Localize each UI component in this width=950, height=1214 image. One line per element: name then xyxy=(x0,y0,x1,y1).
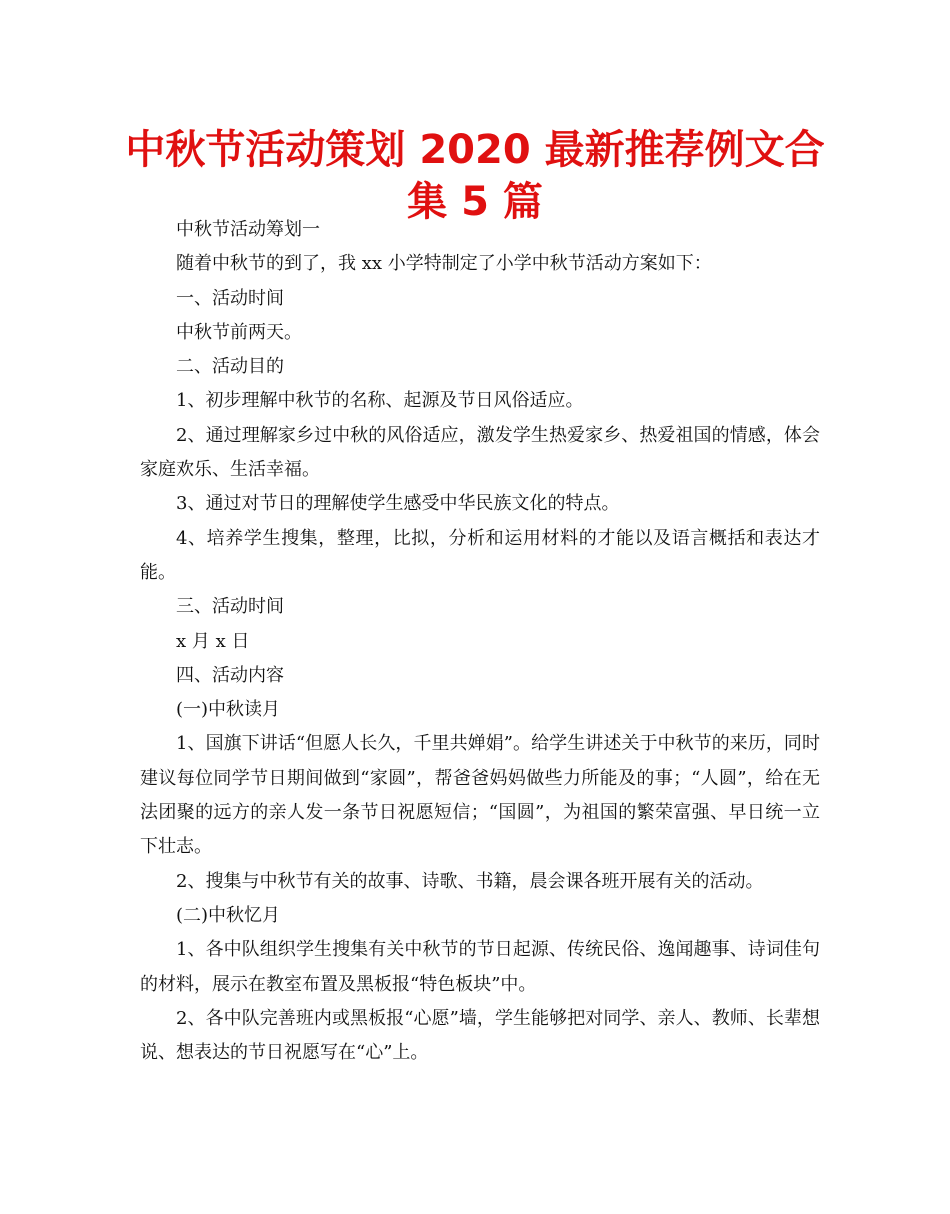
paragraph: 2、通过理解家乡过中秋的风俗适应，激发学生热爱家乡、热爱祖国的情感，体会家庭欢乐、生活幸福。 xyxy=(140,424,820,481)
subsection-heading: (一)中秋读月 xyxy=(176,699,281,721)
paragraph: 1、各中队组织学生搜集有关中秋节的节日起源、传统民俗、逸闻趣事、诗词佳句的材料，展示在教室布置及黑板报“特色板块”中。 xyxy=(140,939,820,995)
paragraph: 2、搜集与中秋节有关的故事、诗歌、书籍，晨会课各班开展有关的活动。 xyxy=(176,870,764,892)
paragraph: 2、各中队完善班内或黑板报“心愿”墙，学生能够把对同学、亲人、教师、长辈想说、想表达的节日祝愿写在“心”上。 xyxy=(140,1007,820,1064)
paragraph: 中秋节前两天。 xyxy=(176,321,302,343)
paragraph: 4、培养学生搜集，整理，比拟，分析和运用材料的才能以及语言概括和表达才能。 xyxy=(140,527,820,583)
paragraph: 中秋节活动筹划一 xyxy=(176,219,320,240)
paragraph: 3、通过对节日的理解使学生感受中华民族文化的特点。 xyxy=(176,493,620,515)
document-title: 中秋节活动策划 2020 最新推荐例文合集 5 篇 xyxy=(125,127,825,225)
section-heading: 二、活动目的 xyxy=(176,356,284,378)
document-body xyxy=(140,213,820,1070)
section-heading: 四、活动内容 xyxy=(176,664,284,686)
paragraph: 1、初步理解中秋节的名称、起源及节日风俗适应。 xyxy=(176,390,584,412)
section-heading: 三、活动时间 xyxy=(176,596,284,618)
paragraph: x 月 x 日 xyxy=(176,630,250,652)
paragraph: 1、国旗下讲话“但愿人长久，千里共婵娟”。给学生讲述关于中秋节的来历，同时建议每位同学节日期间做到“家圆”，帮爸爸妈妈做些力所能及的事；“人圆”，给在无法团聚的远方的亲人发一条节日祝愿短信；“国圆”，为祖国的繁荣富强、早日统一立下壮志。 xyxy=(140,733,820,858)
paragraph: 随着中秋节的到了，我 xx 小学特制定了小学中秋节活动方案如下： xyxy=(176,253,712,275)
subsection-heading: (二)中秋忆月 xyxy=(176,904,281,926)
section-heading: 一、活动时间 xyxy=(176,287,284,309)
